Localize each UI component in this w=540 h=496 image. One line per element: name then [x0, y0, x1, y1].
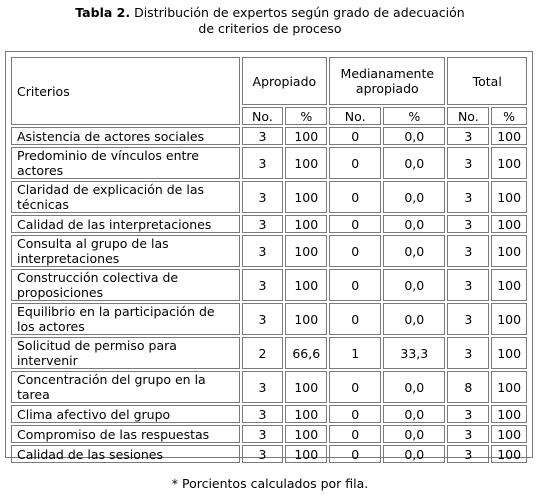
subheader-cell: No. [242, 107, 284, 125]
subheader-cell: No. [447, 107, 489, 125]
value-cell: 3 [242, 269, 284, 301]
criterion-cell: Asistencia de actores sociales [11, 127, 240, 145]
value-cell: 100 [285, 147, 327, 179]
header-total: Total [447, 57, 527, 105]
header-criteria: Criterios [11, 57, 240, 125]
value-cell: 0 [329, 371, 381, 403]
value-cell: 100 [491, 425, 527, 443]
criterion-cell: Construcción colectiva de proposiciones [11, 269, 240, 301]
value-cell: 3 [447, 127, 489, 145]
table-body [11, 127, 527, 463]
value-cell: 0 [329, 445, 381, 463]
value-cell: 1 [329, 337, 381, 369]
criterion-cell: Equilibrio en la participación de los actores [11, 303, 240, 335]
value-cell: 100 [491, 337, 527, 369]
criterion-cell: Predominio de vínculos entre actores [11, 147, 240, 179]
value-cell: 3 [242, 445, 284, 463]
value-cell: 3 [447, 181, 489, 213]
value-cell: 0 [329, 303, 381, 335]
table-row [11, 405, 527, 423]
value-cell: 0,0 [383, 127, 445, 145]
value-cell: 100 [491, 303, 527, 335]
criterion-cell: Consulta al grupo de las interpretaciones [11, 235, 240, 267]
value-cell: 100 [491, 371, 527, 403]
table-row [11, 425, 527, 443]
table-row [11, 337, 527, 369]
value-cell: 100 [285, 445, 327, 463]
subheader-cell: No. [329, 107, 381, 125]
value-cell: 100 [491, 215, 527, 233]
value-cell: 100 [285, 235, 327, 267]
criterion-cell: Calidad de las interpretaciones [11, 215, 240, 233]
table-row [11, 303, 527, 335]
header-moderate: Medianamente apropiado [329, 57, 445, 105]
value-cell: 0,0 [383, 425, 445, 443]
header-row [11, 57, 527, 105]
criterion-cell: Concentración del grupo en la tarea [11, 371, 240, 403]
table-row [11, 445, 527, 463]
table-caption [0, 5, 540, 37]
table-frame [5, 51, 533, 462]
value-cell: 3 [447, 425, 489, 443]
value-cell: 0,0 [383, 235, 445, 267]
value-cell: 3 [242, 303, 284, 335]
value-cell: 0 [329, 425, 381, 443]
table-row [11, 269, 527, 301]
criterion-cell: Claridad de explicación de las técnicas [11, 181, 240, 213]
value-cell: 100 [491, 445, 527, 463]
value-cell: 66,6 [285, 337, 327, 369]
value-cell: 0 [329, 235, 381, 267]
value-cell: 3 [447, 405, 489, 423]
value-cell: 100 [285, 371, 327, 403]
value-cell: 100 [491, 127, 527, 145]
table-row [11, 127, 527, 145]
subheader-cell: % [491, 107, 527, 125]
value-cell: 0,0 [383, 445, 445, 463]
value-cell: 100 [285, 405, 327, 423]
experts-table [9, 55, 529, 465]
value-cell: 0 [329, 269, 381, 301]
value-cell: 0,0 [383, 405, 445, 423]
table-row [11, 215, 527, 233]
value-cell: 0,0 [383, 303, 445, 335]
value-cell: 3 [242, 215, 284, 233]
table-row [11, 147, 527, 179]
value-cell: 100 [491, 235, 527, 267]
value-cell: 3 [242, 127, 284, 145]
value-cell: 100 [285, 127, 327, 145]
subheader-cell: % [383, 107, 445, 125]
value-cell: 100 [285, 269, 327, 301]
value-cell: 100 [285, 215, 327, 233]
value-cell: 0 [329, 181, 381, 213]
table-caption-text-line2: de criterios de proceso [198, 21, 342, 36]
value-cell: 100 [491, 181, 527, 213]
value-cell: 3 [242, 147, 284, 179]
value-cell: 100 [285, 181, 327, 213]
value-cell: 33,3 [383, 337, 445, 369]
value-cell: 100 [491, 147, 527, 179]
value-cell: 3 [242, 425, 284, 443]
value-cell: 0 [329, 215, 381, 233]
table-row [11, 371, 527, 403]
value-cell: 100 [491, 269, 527, 301]
table-caption-text-line1: Distribución de expertos según grado de adecuación [134, 5, 465, 20]
value-cell: 3 [447, 147, 489, 179]
value-cell: 3 [242, 371, 284, 403]
value-cell: 0,0 [383, 215, 445, 233]
value-cell: 100 [285, 303, 327, 335]
criterion-cell: Solicitud de permiso para intervenir [11, 337, 240, 369]
criterion-cell: Clima afectivo del grupo [11, 405, 240, 423]
table-row [11, 181, 527, 213]
table-caption-label: Tabla 2. [75, 5, 131, 20]
value-cell: 3 [447, 337, 489, 369]
value-cell: 3 [447, 303, 489, 335]
subheader-cell: % [285, 107, 327, 125]
table-row [11, 235, 527, 267]
value-cell: 0,0 [383, 147, 445, 179]
value-cell: 100 [285, 425, 327, 443]
value-cell: 100 [491, 405, 527, 423]
value-cell: 0,0 [383, 371, 445, 403]
footnote: * Porcientos calculados por fila. [171, 476, 369, 491]
value-cell: 3 [242, 405, 284, 423]
value-cell: 0,0 [383, 269, 445, 301]
value-cell: 3 [447, 445, 489, 463]
value-cell: 0 [329, 127, 381, 145]
value-cell: 3 [242, 181, 284, 213]
value-cell: 3 [447, 215, 489, 233]
criterion-cell: Compromiso de las respuestas [11, 425, 240, 443]
value-cell: 0 [329, 405, 381, 423]
value-cell: 0,0 [383, 181, 445, 213]
value-cell: 3 [447, 269, 489, 301]
value-cell: 0 [329, 147, 381, 179]
value-cell: 8 [447, 371, 489, 403]
value-cell: 2 [242, 337, 284, 369]
value-cell: 3 [242, 235, 284, 267]
value-cell: 3 [447, 235, 489, 267]
header-appropriate: Apropiado [242, 57, 328, 105]
criterion-cell: Calidad de las sesiones [11, 445, 240, 463]
